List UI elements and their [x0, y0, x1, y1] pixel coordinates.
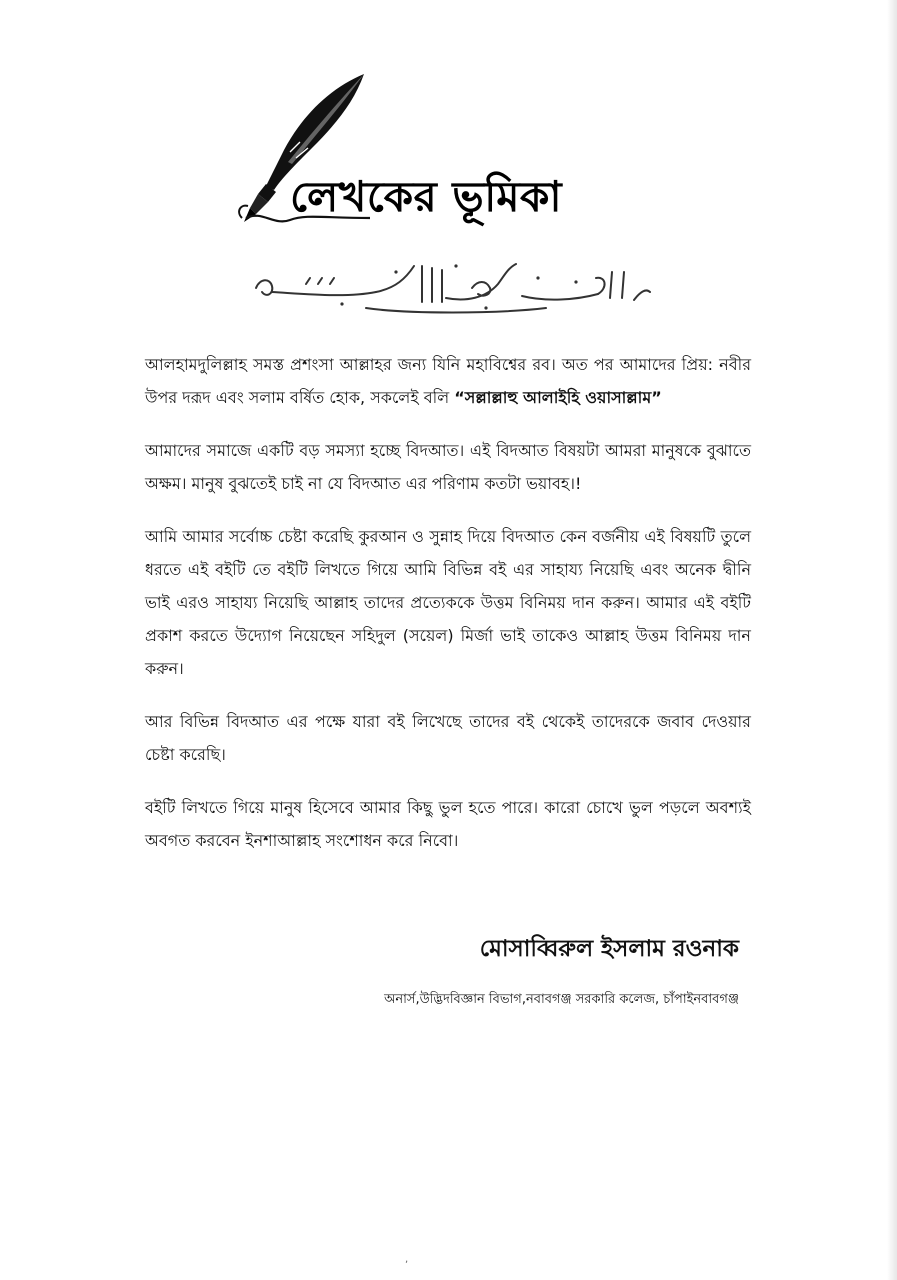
paragraph: আমি আমার সর্বোচ্চ চেষ্টা করেছি কুরআন ও সুন্নাহ দিয়ে বিদআত কেন বর্জনীয় এই বিষয়টি তুলে ধরতে এই বইটি তে বইটি লিখতে গিয়ে আমি বিভিন্ন বই এর সাহায্য নিয়েছি এবং অনেক দ্বীনি ভাই এরও সাহায্য নিয়েছি আল্লাহ তাদের প্রত্যেককে উত্তম বিনিময় দান করুন। আমার এই বইটি প্রকাশ করতে উদ্যোগ নিয়েছেন সহিদুল (সয়েল) মির্জা ভাই তাকেও আল্লাহ উত্তম বিনিময় দান করুন। — [145, 527, 751, 678]
author-affiliation: অনার্স,উদ্ভিদবিজ্ঞান বিভাগ,নবাবগঞ্জ সরকারি কলেজ, চাঁপাইনবাবগঞ্জ — [384, 992, 739, 1007]
bismillah-calligraphy — [246, 258, 656, 318]
footer-mark: , — [405, 1254, 409, 1265]
author-name: মোসাব্বিরুল ইসলাম রওনাক — [479, 936, 739, 962]
page-edge-shadow — [887, 0, 897, 1280]
page-title: লেখকের ভূমিকা — [290, 172, 563, 221]
preface-body — [145, 348, 751, 877]
paragraph: বইটি লিখতে গিয়ে মানুষ হিসেবে আমার কিছু ভুল হতে পারে। কারো চোখে ভুল পড়লে অবশ্যই অবগত করবেন ইনশাআল্লাহ সংশোধন করে নিবো। — [145, 798, 751, 850]
heading-block — [232, 72, 632, 232]
paragraph: আমাদের সমাজে একটি বড় সমস্যা হচ্ছে বিদআত। এই বিদআত বিষয়টা আমরা মানুষকে বুঝাতে অক্ষম। মানুষ বুঝতেই চাই না যে বিদআত এর পরিণাম কতটা ভয়াবহ।! — [145, 441, 751, 493]
paragraph — [145, 348, 751, 414]
paragraph-text: আলহামদুলিল্লাহ সমস্ত প্রশংসা আল্লাহর জন্য যিনি মহাবিশ্বের রব। অত পর আমাদের প্রিয়: নবীর উপর দরূদ এবং সলাম বর্ষিত হোক, সকলেই বলি — [145, 355, 751, 407]
salutation-quote: “সল্লাল্লাহু আলাইহি ওয়াসাল্লাম” — [454, 388, 662, 407]
paragraph: আর বিভিন্ন বিদআত এর পক্ষে যারা বই লিখেছে তাদের বই থেকেই তাদেরকে জবাব দেওয়ার চেষ্টা করেছি। — [145, 712, 751, 764]
